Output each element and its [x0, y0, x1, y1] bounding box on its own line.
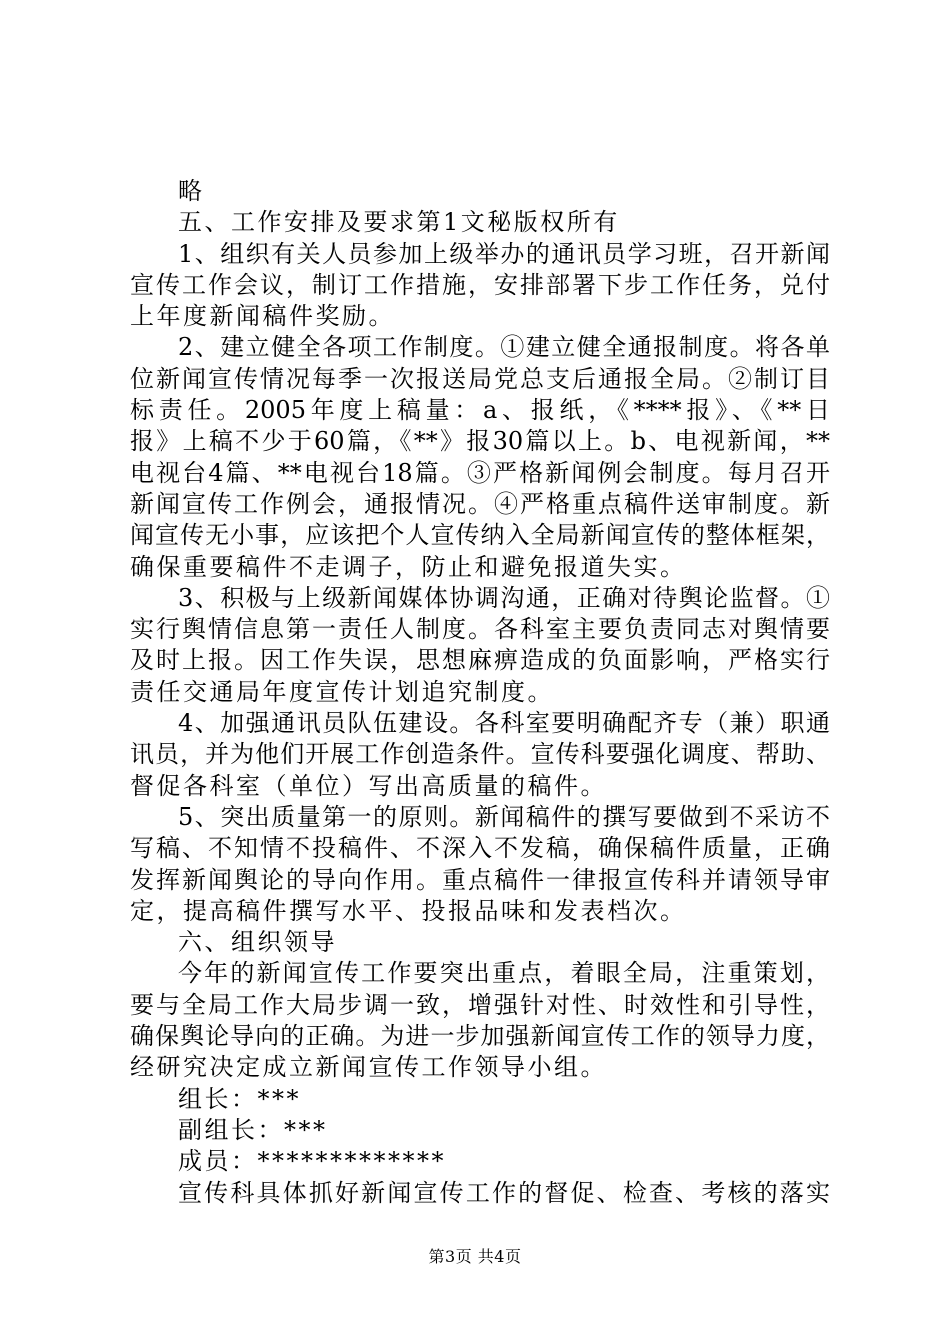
text-line: 闻宣传无小事，应该把个人宣传纳入全局新闻宣传的整体框架， [130, 521, 830, 550]
text-line: 五、工作安排及要求第1文秘版权所有 [178, 208, 620, 237]
text-line: 成员：************* [178, 1147, 446, 1176]
text-line: 实行舆情信息第一责任人制度。各科室主要负责同志对舆情要 [130, 615, 830, 644]
text-line: 责任交通局年度宣传计划追究制度。 [130, 677, 554, 706]
text-line: 位新闻宣传情况每季一次报送局党总支后通报全局。②制订目 [130, 364, 830, 393]
text-line: 宣传科具体抓好新闻宣传工作的督促、检查、考核的落实 [178, 1178, 830, 1207]
text-line: 确保舆论导向的正确。为进一步加强新闻宣传工作的领导力度， [130, 1022, 830, 1051]
text-line: 发挥新闻舆论的导向作用。重点稿件一律报宣传科并请领导审 [130, 865, 830, 894]
text-line: 标责任。2005年度上稿量：a、报纸，《****报》、《**日 [130, 396, 830, 425]
text-line: 宣传工作会议，制订工作措施，安排部署下步工作任务，兑付 [130, 270, 830, 299]
text-line: 略 [178, 177, 205, 205]
text-line: 新闻宣传工作例会，通报情况。④严格重点稿件送审制度。新 [130, 489, 830, 518]
text-line: 电视台4篇、**电视台18篇。③严格新闻例会制度。每月召开 [130, 458, 830, 487]
document-body [130, 176, 830, 1209]
text-line: 讯员，并为他们开展工作创造条件。宣传科要强化调度、帮助、 [130, 740, 830, 769]
text-line: 写稿、不知情不投稿件、不深入不发稿，确保稿件质量，正确 [130, 834, 830, 863]
page-footer: 第3页 共4页 [428, 1247, 522, 1266]
text-line: 1、组织有关人员参加上级举办的通讯员学习班，召开新闻 [178, 239, 830, 268]
text-line: 定，提高稿件撰写水平、投报品味和发表档次。 [130, 896, 687, 925]
text-line: 及时上报。因工作失误，思想麻痹造成的负面影响，严格实行 [130, 646, 830, 675]
text-line: 要与全局工作大局步调一致，增强针对性、时效性和引导性， [130, 990, 830, 1019]
text-line: 4、加强通讯员队伍建设。各科室要明确配齐专（兼）职通 [178, 709, 830, 738]
text-line: 上年度新闻稿件奖励。 [130, 302, 395, 331]
text-line: 确保重要稿件不走调子，防止和避免报道失实。 [130, 552, 687, 581]
text-line: 副组长：*** [178, 1115, 328, 1144]
text-line: 督促各科室（单位）写出高质量的稿件。 [130, 771, 607, 800]
text-line: 经研究决定成立新闻宣传工作领导小组。 [130, 1053, 607, 1082]
text-line: 报》上稿不少于60篇，《**》报30篇以上。b、电视新闻，** [130, 427, 830, 456]
text-line: 5、突出质量第一的原则。新闻稿件的撰写要做到不采访不 [178, 802, 830, 831]
text-line: 组长：*** [178, 1084, 301, 1113]
text-line: 2、建立健全各项工作制度。①建立健全通报制度。将各单 [178, 333, 830, 362]
text-line: 今年的新闻宣传工作要突出重点，着眼全局，注重策划， [178, 959, 830, 988]
text-line: 3、积极与上级新闻媒体协调沟通，正确对待舆论监督。① [178, 583, 830, 612]
text-line: 六、组织领导 [178, 928, 337, 957]
